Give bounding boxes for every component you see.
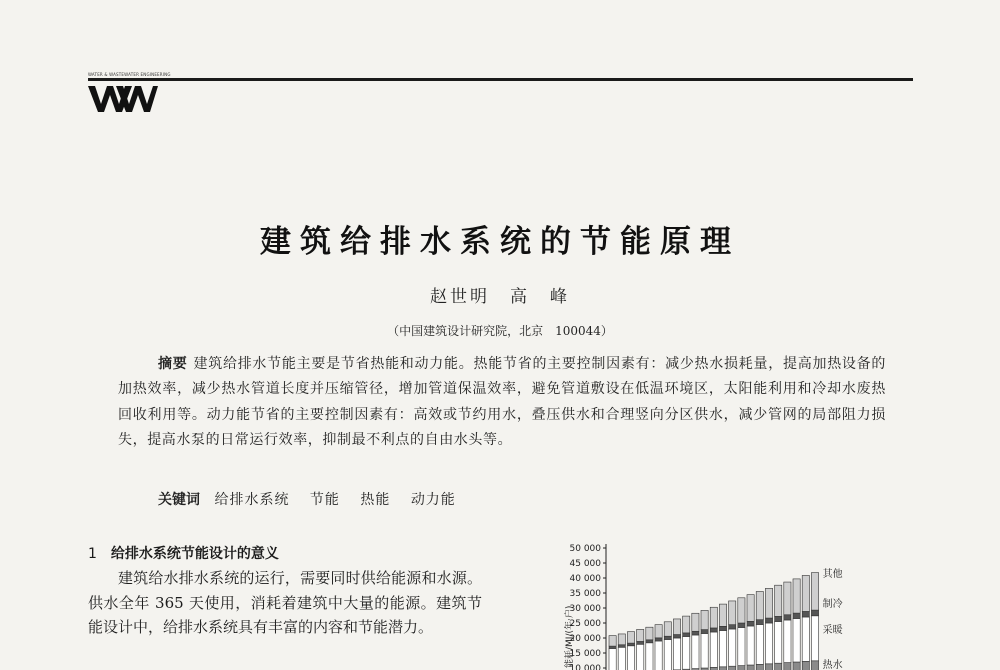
bar-segment [683,633,690,637]
bar-segment [811,610,818,616]
bar-segment [664,640,671,670]
bar-segment [765,664,772,670]
bar-segment [710,628,717,632]
bar-segment [655,641,662,670]
bar-segment [775,622,782,664]
y-axis-label: 能耗/MJ/(年·户) [565,605,575,668]
bar-segment [646,627,653,640]
bar-segment [747,665,754,670]
body-paragraph: 建筑给水排水系统的运行，需要同时供给能源和水源。供水全年 365 天使用，消耗着建筑中大量的能源。建筑节能设计中，给排水系统具有丰富的内容和节能潜力。 [88,569,482,637]
bar-segment [738,628,745,666]
bar-segment [784,582,791,615]
bar-segment [756,592,763,620]
y-tick-label: 10 000 [569,664,601,670]
bar-segment [802,575,809,611]
bar-segment [729,629,736,666]
bar-segment [673,635,680,638]
bar-segment [710,632,717,667]
keyword: 节能 [309,492,340,508]
bar-segment [765,588,772,618]
y-tick-label: 35 000 [569,589,601,599]
bar-segment [609,636,616,647]
bar-segment [627,643,634,646]
y-tick-label: 15 000 [569,649,601,659]
bar-segment [692,631,699,635]
y-tick-label: 25 000 [569,619,601,629]
bar-segment [683,616,690,633]
bar-segment [664,636,671,639]
bar-segment [793,662,800,670]
journal-logo-icon [88,86,158,112]
bar-segment [756,664,763,670]
bar-segment [802,661,809,670]
legend-label: 其他 [822,569,843,580]
journal-tag: WATER & WASTEWATER ENGINEERING [88,72,171,77]
bar-segment [784,620,791,663]
bar-segment [729,601,736,625]
y-tick-label: 45 000 [569,559,601,569]
paper-authors: 赵世明 高 峰 [430,287,570,307]
y-tick-label: 40 000 [569,574,601,584]
bar-segment [701,610,708,629]
abstract-text: 建筑给排水节能主要是节省热能和动力能。热能节省的主要控制因素有：减少热水损耗量，提高加热设备的加热效率，减少热水管道长度并压缩管径，增加管道保温效率，避免管道敷设在低温环境区，太阳能利用和冷却水废热回收利用等。动力能节省的主要控制因素有：高效或节约用水，叠压供水和合理竖向分区供水，减少管网的局部阻力损失，提高水泵的日常运行效率，抑制最不利点的自由水头等。 [118,356,887,449]
bar-segment [802,611,809,617]
bar-segment [756,625,763,665]
bar-segment [738,598,745,623]
section-heading [88,543,279,563]
keywords [158,489,472,509]
bar-segment [627,646,634,670]
bar-segment [609,649,616,670]
section-title: 给排水系统节能设计的意义 [110,546,279,562]
bar-segment [683,637,690,670]
bar-segment [784,615,791,620]
bar-segment [793,613,800,618]
header-rule [88,78,913,81]
bar-segment [738,666,745,670]
bar-segment [637,644,644,670]
bar-segment [738,623,745,628]
abstract [118,352,886,454]
bar-segment [646,640,653,643]
bar-segment [784,663,791,670]
bar-segment [811,573,818,611]
bar-segment [609,646,616,648]
legend-label: 热水 [822,660,843,670]
bar-segment [701,634,708,669]
energy-consumption-chart [556,538,900,670]
bar-segment [775,585,782,616]
bar-segment [627,632,634,643]
bar-segment [719,604,726,626]
bar-segment [756,620,763,625]
paper-affiliation: （中国建筑设计研究院，北京 100044） [387,324,613,338]
keywords-label: 关键词 [158,492,200,508]
y-tick-label: 30 000 [569,604,601,614]
bar-segment [637,641,644,644]
bar-segment [673,638,680,670]
section-number: 1 [88,546,97,562]
bar-segment [664,622,671,636]
bar-segment [618,645,625,648]
bar-segment [811,616,818,661]
bar-segment [747,621,754,626]
paper-title: 建筑给排水系统的节能原理 [260,224,740,260]
bar-segment [729,625,736,629]
legend-label: 制冷 [822,599,843,610]
y-tick-label: 50 000 [569,544,601,554]
bar-segment [646,643,653,670]
keyword: 热能 [360,492,391,508]
body-text-block [88,566,482,640]
y-tick-label: 20 000 [569,634,601,644]
bar-segment [655,625,662,638]
bar-segment [775,663,782,670]
bar-segment [618,647,625,670]
bar-segment [729,666,736,670]
bar-segment [793,619,800,663]
bar-segment [747,626,754,665]
bar-segment [719,626,726,630]
keyword: 给排水系统 [214,492,290,508]
bar-segment [765,618,772,623]
bar-segment [618,634,625,645]
bar-segment [710,607,717,628]
bar-segment [673,619,680,635]
abstract-label: 摘要 [158,356,188,372]
bar-segment [719,631,726,667]
bar-segment [701,630,708,634]
bar-segment [811,661,818,670]
legend-label: 采暖 [822,625,843,636]
bar-segment [637,629,644,641]
bar-segment [692,635,699,669]
bar-segment [747,595,754,622]
keyword: 动力能 [410,492,456,508]
bar-segment [802,617,809,661]
bar-segment [775,616,782,621]
bar-segment [655,638,662,641]
bar-segment [765,623,772,664]
bar-segment [793,579,800,613]
bar-segment [692,613,699,631]
